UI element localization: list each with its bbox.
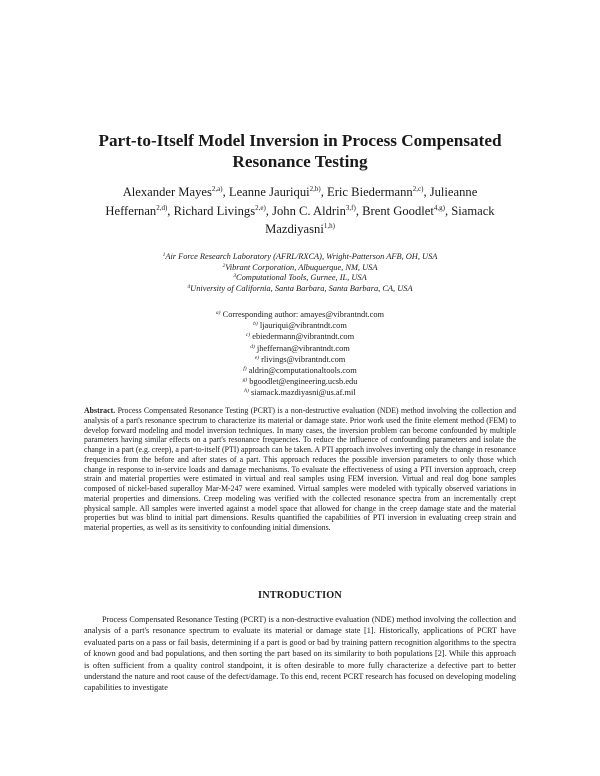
email-text: jheffernan@vibrantndt.com <box>256 343 350 353</box>
email-entry <box>150 365 450 376</box>
author-affiliation-mark: 3,f) <box>345 203 356 212</box>
email-entry <box>150 331 450 342</box>
email-text: ebiedermann@vibrantndt.com <box>252 332 355 342</box>
author-separator: , <box>222 185 229 199</box>
email-marker: f) <box>243 366 247 373</box>
author <box>123 185 229 199</box>
email-marker: b) <box>253 321 258 328</box>
email-marker: c) <box>245 332 251 339</box>
email-marker: e) <box>254 354 259 361</box>
author <box>272 204 362 218</box>
email-entry <box>150 343 450 354</box>
abstract-label: Abstract. <box>84 406 116 415</box>
author-separator: , <box>265 203 273 218</box>
email-text: bgoodlet@engineering.ucsb.edu <box>249 377 358 387</box>
author-separator: , <box>444 203 452 218</box>
author-name: Eric Biedermann <box>327 185 413 199</box>
author-separator: , <box>423 185 430 199</box>
affiliation-number: 1 <box>162 252 166 258</box>
title-line-1: Part-to-Itself Model Inversion in Process Compensated <box>98 131 502 150</box>
title-line-2: Resonance Testing <box>232 152 368 171</box>
author-affiliation-mark: 2,a) <box>211 185 223 193</box>
affiliation <box>90 284 510 295</box>
affiliation-text: University of California, Santa Barbara, Santa Barbara, CA, USA <box>190 283 413 293</box>
email-marker: h) <box>244 388 249 395</box>
email-text: aldrin@computationaltools.com <box>248 366 357 376</box>
author <box>327 185 430 199</box>
email-text: siamack.mazdiyasni@us.af.mil <box>250 388 356 398</box>
author-affiliation-mark: 2,e) <box>255 203 266 212</box>
email-entry <box>150 320 450 331</box>
author-affiliation-mark: 4,g) <box>433 203 445 212</box>
email-text: rlivings@vibrantndt.com <box>261 354 346 364</box>
affiliation-number: 4 <box>187 283 191 290</box>
author <box>362 204 451 218</box>
author-separator: , <box>167 203 174 218</box>
affiliation-text: Computational Tools, Gurnee, IL, USA <box>236 273 367 283</box>
email-list <box>150 309 450 399</box>
intro-paragraph: Process Compensated Resonance Testing (PCRT) is a non-destructive evaluation (NDE) method involving the collection and analysis of a part's resonance spectrum to evaluate its material or damage state [1]. Historically, applications of PCRT have evaluated parts on a pass or fail basis, determining if a part is good or bad by training pattern recognition algorithms to the spectra of known good and bad populations, and then sorting the part based on its similarity to both populations [2]. While this approach is often sufficient from a quality control standpoint, it is often desirable to more fully characterize a defective part to better understand the nature and root cause of the defect/damage. To this end, recent PCRT research has focused on developing modeling capabilities to investigate <box>84 615 516 693</box>
email-text: ljauriqui@vibrantndt.com <box>259 321 347 331</box>
email-entry <box>150 309 450 320</box>
author <box>229 185 327 199</box>
author <box>174 204 273 218</box>
email-entry <box>150 354 450 365</box>
author-affiliation-mark: 2,c) <box>412 185 424 193</box>
author-list <box>100 183 500 239</box>
affiliation-list <box>90 252 510 294</box>
email-marker: d) <box>250 343 255 350</box>
affiliation <box>90 252 510 263</box>
author-name: Richard Livings <box>173 203 256 218</box>
email-text: Corresponding author: amayes@vibrantndt.com <box>222 310 385 319</box>
paper-title <box>60 130 540 172</box>
affiliation <box>90 263 510 274</box>
affiliation-number: 2 <box>222 262 226 269</box>
affiliation-number: 3 <box>233 273 237 280</box>
affiliation-text: Vibrant Corporation, Albuquerque, NM, USA <box>225 262 378 272</box>
author-affiliation-mark: 2,d) <box>156 203 168 212</box>
email-marker: a) <box>215 310 221 316</box>
email-marker: g) <box>242 377 248 384</box>
author-name: John C. Aldrin <box>272 203 346 218</box>
email-entry <box>150 387 450 398</box>
author-name: Leanne Jauriqui <box>228 185 310 199</box>
email-entry <box>150 376 450 387</box>
affiliation <box>90 273 510 284</box>
author-separator: , <box>320 185 328 199</box>
section-heading: INTRODUCTION <box>258 590 342 601</box>
author-name: Alexander Mayes <box>122 185 212 199</box>
abstract <box>84 406 516 533</box>
author-name: Brent Goodlet <box>362 203 434 218</box>
author-name: Julieanne Heffernan <box>105 185 478 218</box>
abstract-text: Process Compensated Resonance Testing (PCRT) is a non-destructive evaluation (NDE) method involving the collection and analysis of a part's resonance spectrum to characterize its material or damage state. Prior work used the finite element method (FEM) to develop forward modeling and model inversion techniques. In many cases, the inversion problem can become confounded by multiple parameters having similar effects on a part's resonance frequencies. To reduce the influence of confounding parameters and isolate the change in a part (e.g. creep), a part-to-itself (PTI) approach can be taken. A PTI approach involves inverting only the change in resonance frequencies from the before and after states of a part. This approach reduces the possible inversion parameters to only those which change in response to in-service loads and damage mechanisms. To evaluate the effectiveness of using a PTI inversion approach, creep strain and material properties were estimated in virtual and real samples using FEM inversion. Virtual and real dog bone samples composed of nickel-based superalloy Mar-M-247 were examined. Virtual samples were modeled with typically observed variations in material properties and dimensions. Creep modeling was verified with the collected resonance spectra from an incrementally crept physical sample. All samples were inverted against a model space that allowed for change in the creep damage state and the material properties but was blind to initial part dimensions. Results quantified the capabilities of PTI inversion in evaluating creep strain and material properties, as well as its sensitivity to confounding initial dimensions. <box>84 406 516 532</box>
author-affiliation-mark: 2,b) <box>309 185 321 193</box>
author-name: Siamack Mazdiyasni <box>265 203 495 236</box>
affiliation-text: Air Force Research Laboratory (AFRL/RXCA), Wright-Patterson AFB, OH, USA <box>165 252 438 261</box>
author-separator: , <box>355 203 363 218</box>
author-affiliation-mark: 1,h) <box>323 222 335 230</box>
